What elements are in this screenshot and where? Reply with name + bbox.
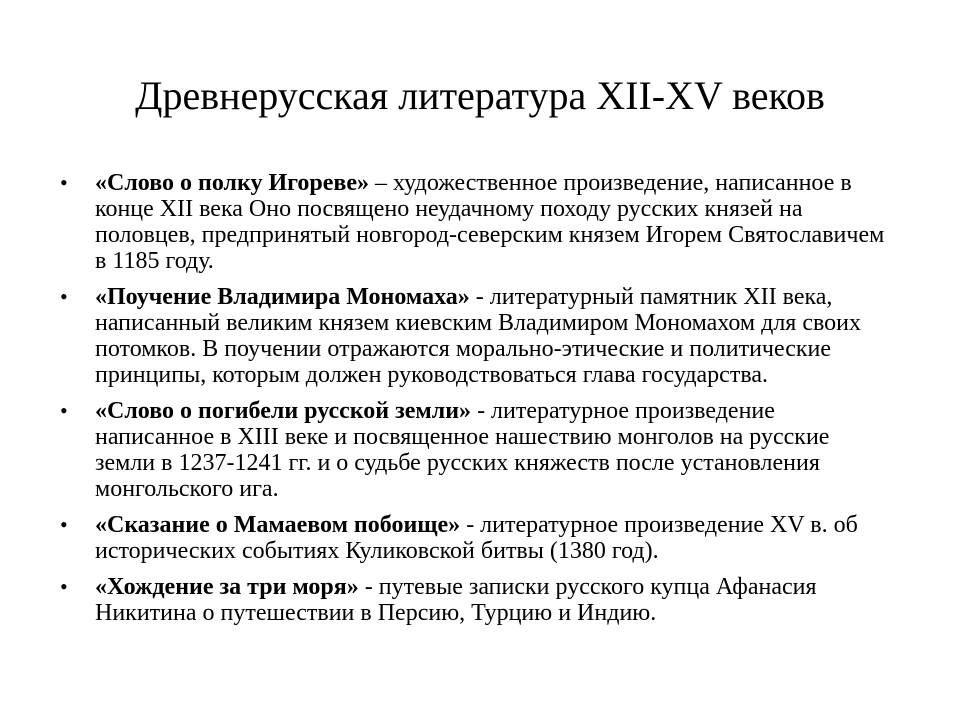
bullet-item-slovo-o-pogibeli: [60, 398, 890, 502]
bullet-item-khozhdenie: [60, 574, 890, 626]
bullet-icon: •: [60, 512, 68, 537]
bullet-title: «Сказание о Мамаевом побоище»: [95, 512, 461, 538]
bullet-text: - литературное произведение написанное в XIII веке и посвященное нашествию монголов на русские земли в 1237-1241 гг. и о судьбе русских княжеств после установления монгольского ига.: [95, 398, 830, 502]
bullet-item-slovo-o-polku: [60, 170, 890, 274]
slide-title: Древнерусская литература XII-XV веков: [135, 73, 825, 118]
bullet-title: «Слово о погибели русской земли»: [95, 398, 472, 424]
bullet-text: - литературный памятник XII века, написанный великим князем киевским Владимиром Мономахом для своих потомков. В поучении отражаются морально-этические и политические принципы, которым должен руководствоваться глава государства.: [95, 284, 861, 388]
bullet-text: – художественное произведение, написанное в конце XII века Оно посвящено неудачному походу русских князей на половцев, предпринятый новгород-северским князем Игорем Святославичем в 1185 году.: [95, 170, 885, 274]
bullet-item-pouchenie-monomakha: [60, 284, 890, 388]
bullet-text: - литературное произведение XV в. об исторических событиях Куликовской битвы (1380 год).: [95, 512, 858, 564]
bullet-icon: •: [60, 398, 68, 423]
bullet-title: «Хождение за три моря»: [95, 574, 359, 600]
bullet-title: «Слово о полку Игореве»: [95, 170, 370, 196]
bullet-text: - путевые записки русского купца Афанасия Никитина о путешествии в Персию, Турцию и Индию.: [95, 574, 817, 626]
bullet-icon: •: [60, 574, 68, 599]
bullet-icon: •: [60, 284, 68, 309]
bullet-item-skazanie-o-mamaevom: [60, 512, 890, 564]
bullet-title: «Поучение Владимира Мономаха»: [95, 284, 470, 310]
bullet-list: [60, 170, 890, 636]
bullet-icon: •: [60, 170, 68, 195]
